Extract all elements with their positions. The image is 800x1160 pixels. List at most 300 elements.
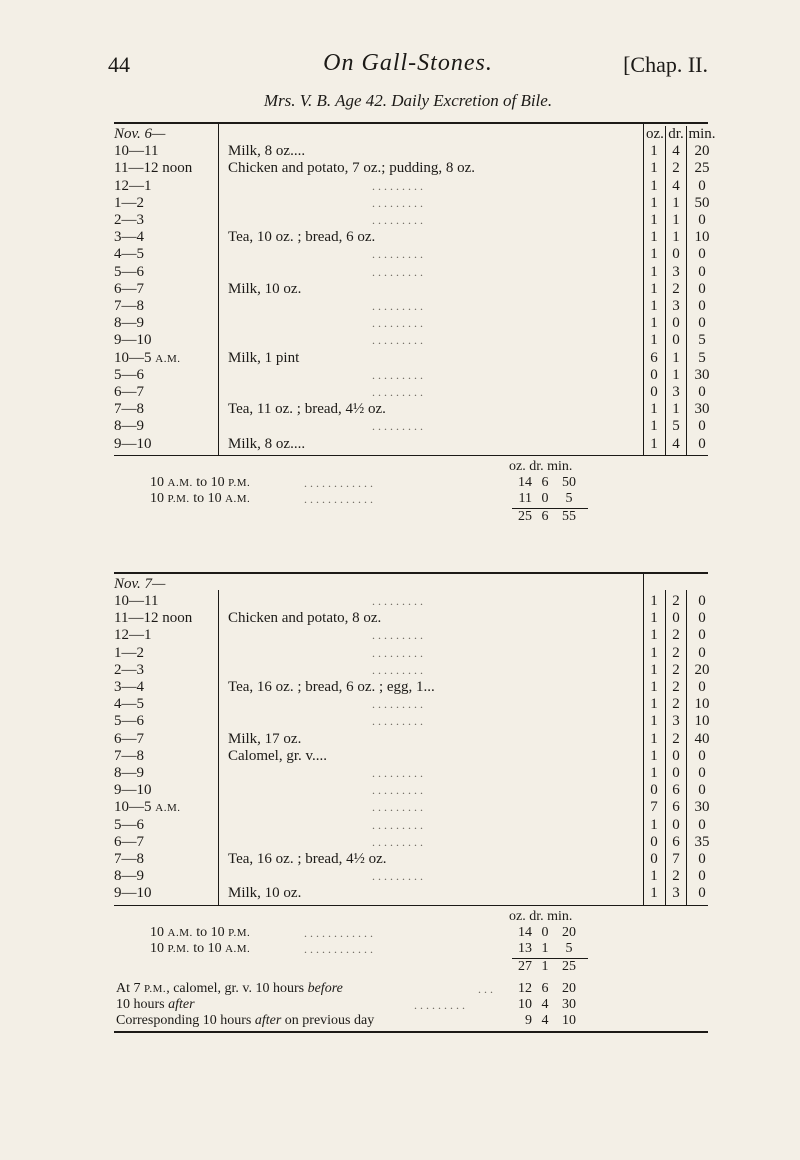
summary-period: [150, 491, 250, 507]
table-row: [114, 593, 708, 610]
total-dr: 1: [541, 958, 549, 974]
note-row: [114, 981, 708, 997]
table-row: [114, 868, 708, 885]
row-time: 10—11: [114, 143, 159, 160]
row-time: 1—2: [114, 194, 144, 211]
row-time: 6—7: [114, 730, 144, 747]
row-dr: 3: [672, 263, 680, 280]
row-intake: Calomel, gr. v....: [228, 747, 328, 764]
total-dr: 6: [541, 508, 549, 524]
table-row: [114, 662, 708, 679]
row-min: 0: [698, 246, 706, 263]
table-row: [114, 229, 708, 246]
summary-period: [150, 475, 250, 491]
row-time: 6—7: [114, 833, 144, 850]
summary-dots: . . . . . . . . . . . .: [304, 491, 373, 506]
row-oz: 1: [650, 298, 658, 314]
row-min: 30: [694, 366, 710, 383]
row-intake: Milk, 10 oz.: [228, 280, 302, 297]
row-min: 20: [694, 143, 710, 160]
row-min: 0: [698, 782, 706, 799]
summary-to: to 10: [196, 474, 225, 490]
row-intake: Milk, 1 pint: [228, 349, 300, 366]
row-dr: 2: [672, 160, 680, 177]
row-min: 10: [694, 696, 710, 713]
table-final-rule: [114, 1031, 708, 1033]
column-divider: [686, 590, 687, 905]
row-oz: 6: [650, 349, 658, 366]
row-min: 5: [698, 332, 706, 349]
row-dots: . . . . . . . . .: [372, 594, 423, 608]
row-dots: . . . . . . . . .: [372, 697, 423, 712]
note-oz: 9: [525, 1012, 532, 1028]
note-ampm: P.M.: [144, 982, 167, 995]
row-ampm: A.M.: [155, 352, 181, 365]
table-row: [114, 713, 708, 730]
row-min: 0: [698, 315, 706, 332]
row-time: 9—10: [114, 332, 152, 349]
row-min: 0: [698, 212, 706, 228]
row-time: 2—3: [114, 212, 144, 228]
row-min: 0: [698, 435, 706, 452]
total-min: 25: [562, 958, 576, 974]
row-dr: 2: [672, 696, 680, 713]
row-dr: 0: [672, 332, 680, 349]
table-caption: Mrs. V. B. Age 42. Daily Excretion of Bile.: [263, 91, 553, 110]
row-min: 0: [698, 593, 706, 609]
row-intake: Milk, 10 oz.: [228, 885, 302, 902]
table-row: [114, 627, 708, 644]
row-oz: 1: [650, 661, 658, 678]
summary-ampm-b: P.M.: [228, 476, 251, 489]
note-label: [116, 997, 195, 1013]
row-oz: 1: [650, 212, 658, 228]
summary-oz: 13: [518, 940, 532, 956]
chapter-label: [Chap. II.: [623, 52, 708, 77]
row-oz: 1: [650, 730, 658, 747]
summary-total-row: [114, 509, 708, 525]
row-dots: . . . . . . . . .: [372, 714, 423, 729]
summary-row: [114, 925, 708, 941]
row-oz: 1: [650, 765, 658, 781]
row-oz: 1: [650, 593, 658, 609]
row-dr: 1: [672, 366, 680, 383]
row-dr: 2: [672, 280, 680, 297]
table-row: [114, 367, 708, 384]
row-dr: 0: [672, 747, 680, 764]
row-time: 8—9: [114, 315, 144, 332]
row-dots: . . . . . . . . .: [372, 333, 423, 348]
column-divider: [218, 124, 219, 455]
row-dr: 6: [672, 799, 680, 816]
row-oz: 1: [650, 315, 658, 332]
row-oz: 1: [650, 644, 658, 661]
summary-oz: 14: [518, 474, 532, 490]
row-dots: . . . . . . . . .: [372, 834, 423, 849]
table-row: [114, 246, 708, 263]
row-min: 40: [694, 730, 710, 747]
row-oz: 1: [650, 435, 658, 452]
row-dr: 3: [672, 713, 680, 730]
unit-oz-header: oz.: [646, 126, 664, 142]
table-row: [114, 782, 708, 799]
row-oz: 1: [650, 246, 658, 263]
row-dr: 1: [672, 194, 680, 211]
table-bottom-rule: [114, 905, 708, 906]
row-min: 10: [694, 713, 710, 730]
row-time: 3—4: [114, 229, 144, 246]
table-row: [114, 436, 708, 453]
note-row: [114, 997, 708, 1013]
summary-to: to 10: [193, 940, 222, 956]
row-min: 0: [698, 384, 706, 400]
summary-ampm-a: A.M.: [167, 926, 193, 939]
row-oz: 1: [650, 627, 658, 644]
table-row: [114, 799, 708, 816]
row-oz: 1: [650, 679, 658, 695]
row-time: 9—10: [114, 782, 152, 799]
row-intake: Tea, 16 oz. ; bread, 4½ oz.: [228, 851, 387, 867]
row-oz: 1: [650, 610, 658, 627]
row-min: 0: [698, 418, 706, 435]
row-dots: . . . . . . . . .: [372, 662, 423, 677]
row-dots: . . . . . . . . .: [372, 645, 423, 660]
row-dr: 2: [672, 730, 680, 747]
row-dots: . . . . . . . . .: [372, 783, 423, 798]
table-row: [114, 748, 708, 765]
row-dots: . . . . . . . . .: [372, 264, 423, 279]
note-oz: 12: [518, 980, 532, 996]
summary-ampm-a: P.M.: [167, 492, 190, 505]
summary-min: 20: [562, 924, 576, 940]
note-emphasis: after: [254, 1012, 282, 1028]
row-oz: 1: [650, 868, 658, 885]
row-dots: . . . . . . . . .: [372, 817, 423, 832]
table-top-rule: [114, 572, 708, 574]
row-oz: 1: [650, 885, 658, 902]
row-intake: Tea, 10 oz. ; bread, 6 oz.: [228, 229, 376, 246]
column-divider: [665, 590, 666, 905]
row-intake: Milk, 8 oz....: [228, 435, 306, 452]
row-dr: 6: [672, 833, 680, 850]
summary-units: oz. dr. min.: [509, 908, 573, 924]
column-divider: [686, 126, 687, 455]
row-dr: 0: [672, 315, 680, 332]
row-time: 10—11: [114, 593, 159, 609]
row-time: 7—8: [114, 851, 144, 867]
summary-oz: 11: [518, 490, 532, 506]
note-prefix: At 7: [116, 980, 141, 996]
note-dots: . . .: [478, 981, 493, 996]
table-row: [114, 645, 708, 662]
row-oz: 1: [650, 696, 658, 713]
row-min: 0: [698, 868, 706, 885]
row-dots: . . . . . . . . .: [372, 766, 423, 780]
summary-units: oz. dr. min.: [509, 458, 573, 474]
row-dots: . . . . . . . . .: [372, 195, 423, 210]
row-dots: . . . . . . . . .: [372, 213, 423, 227]
row-time: 7—8: [114, 298, 144, 314]
summary-row: [114, 475, 708, 491]
table-row: [114, 696, 708, 713]
table-row: [114, 281, 708, 298]
row-dots: . . . . . . . . .: [372, 299, 423, 313]
row-dr: 2: [672, 679, 680, 695]
summary-hour-a: 10: [150, 940, 164, 956]
row-min: 5: [698, 349, 706, 366]
unit-min-header: min.: [688, 126, 716, 142]
unit-dr-header: dr.: [668, 126, 684, 142]
row-time: 6—7: [114, 280, 144, 297]
summary-header: [114, 909, 708, 925]
note-dr: 4: [541, 996, 549, 1012]
table-row: [114, 143, 708, 160]
row-dr: 4: [672, 143, 680, 160]
running-title: On Gall-Stones.: [323, 50, 493, 76]
summary-period: [150, 925, 250, 941]
column-divider: [643, 574, 644, 905]
row-min: 0: [698, 610, 706, 627]
row-dr: 0: [672, 765, 680, 781]
summary-dr: 6: [541, 474, 549, 490]
summary-period: [150, 941, 250, 957]
row-oz: 0: [650, 366, 658, 383]
table-bottom-rule: [114, 455, 708, 456]
table-top-rule: [114, 122, 708, 124]
summary-min: 5: [565, 940, 573, 956]
row-intake: Chicken and potato, 7 oz.; pudding, 8 oz.: [228, 160, 476, 177]
row-ampm: A.M.: [155, 802, 181, 815]
table-row: [114, 384, 708, 401]
note-oz: 10: [518, 996, 532, 1012]
row-dr: 2: [672, 627, 680, 644]
summary-to: to 10: [193, 490, 222, 506]
row-dr: 1: [672, 229, 680, 246]
row-dots: . . . . . . . . .: [372, 316, 423, 331]
summary-min: 50: [562, 474, 576, 490]
note-min: 10: [562, 1012, 576, 1028]
row-min: 0: [698, 177, 706, 194]
summary-dr: 0: [541, 490, 549, 506]
row-dr: 1: [672, 349, 680, 366]
row-time: 8—9: [114, 765, 144, 781]
row-oz: 1: [650, 263, 658, 280]
table-row: [114, 212, 708, 229]
row-oz: 1: [650, 418, 658, 435]
summary-total-row: [114, 959, 708, 975]
row-min: 30: [694, 799, 710, 816]
note-label: [116, 1013, 374, 1029]
row-time: 5—6: [114, 713, 144, 730]
row-intake: Milk, 8 oz....: [228, 143, 306, 160]
summary-ampm-b: A.M.: [225, 942, 251, 955]
row-intake: Tea, 11 oz. ; bread, 4½ oz.: [228, 401, 386, 418]
note-text: , calomel, gr. v. 10 hours: [166, 980, 308, 996]
summary-hour-a: 10: [150, 474, 164, 490]
row-min: 0: [698, 644, 706, 661]
row-oz: 1: [650, 280, 658, 297]
table-row: [114, 195, 708, 212]
total-oz: 27: [518, 958, 532, 974]
row-min: 0: [698, 280, 706, 297]
row-dots: . . . . . . . . .: [372, 800, 423, 815]
note-dr: 6: [541, 980, 549, 996]
row-min: 0: [698, 263, 706, 280]
row-min: 50: [694, 194, 710, 211]
row-min: 0: [698, 298, 706, 314]
table-row: [114, 851, 708, 868]
row-time: 1—2: [114, 644, 144, 661]
table-row: [114, 885, 708, 902]
table-date-row: [114, 126, 716, 143]
row-oz: 1: [650, 177, 658, 194]
row-oz: 1: [650, 194, 658, 211]
note-min: 20: [562, 980, 576, 996]
row-dr: 5: [672, 418, 680, 435]
summary-dr: 0: [541, 924, 549, 940]
row-oz: 1: [650, 816, 658, 833]
row-oz: 7: [650, 799, 658, 816]
note-dr: 4: [541, 1012, 549, 1028]
row-dots: . . . . . . . . .: [372, 869, 423, 884]
row-time: 12—1: [114, 627, 152, 644]
table-row: [114, 401, 708, 418]
row-min: 0: [698, 747, 706, 764]
row-min: 0: [698, 851, 706, 867]
total-oz: 25: [518, 508, 532, 524]
summary-row: [114, 491, 708, 507]
row-dr: 1: [672, 212, 680, 228]
row-dr: 3: [672, 885, 680, 902]
total-min: 55: [562, 508, 576, 524]
note-emphasis: before: [307, 980, 343, 996]
row-time: 5—6: [114, 366, 144, 383]
table-row: [114, 765, 708, 782]
row-dr: 3: [672, 384, 680, 400]
row-dots: . . . . . . . . .: [372, 247, 423, 262]
row-min: 25: [694, 160, 710, 177]
table-row: [114, 350, 708, 367]
row-dr: 2: [672, 593, 680, 609]
row-min: 0: [698, 816, 706, 833]
row-intake: Chicken and potato, 8 oz.: [228, 610, 382, 627]
row-time: 11—12 noon: [114, 160, 193, 177]
row-oz: 1: [650, 160, 658, 177]
row-min: 0: [698, 679, 706, 695]
row-intake: Milk, 17 oz.: [228, 730, 302, 747]
table-row: [114, 610, 708, 627]
page-header: [108, 50, 708, 80]
row-dots: . . . . . . . . .: [372, 178, 423, 193]
row-time: 6—7: [114, 384, 144, 400]
note-label: [116, 981, 343, 997]
row-time: 3—4: [114, 679, 144, 695]
table-date: Nov. 7—: [114, 576, 166, 592]
row-time: 4—5: [114, 696, 144, 713]
row-time: 2—3: [114, 661, 144, 678]
summary-row: [114, 941, 708, 957]
row-time: 12—1: [114, 177, 152, 194]
row-dr: 6: [672, 782, 680, 799]
row-dr: 4: [672, 177, 680, 194]
row-dots: . . . . . . . . .: [372, 385, 423, 399]
row-min: 30: [694, 401, 710, 418]
summary-to: to 10: [196, 924, 225, 940]
row-oz: 1: [650, 401, 658, 418]
row-dr: 1: [672, 401, 680, 418]
page-number: 44: [108, 52, 130, 77]
summary-dots: . . . . . . . . . . . .: [304, 475, 373, 490]
summary-oz: 14: [518, 924, 532, 940]
summary-ampm-b: P.M.: [228, 926, 251, 939]
row-time: 10—5 A.M.: [114, 799, 181, 816]
row-dots: . . . . . . . . .: [372, 419, 423, 434]
row-dr: 0: [672, 816, 680, 833]
table-row: [114, 315, 708, 332]
summary-dots: . . . . . . . . . . . .: [304, 925, 373, 940]
note-prefix: Corresponding 10 hours: [116, 1012, 255, 1028]
table-row: [114, 679, 708, 696]
summary-ampm-b: A.M.: [225, 492, 251, 505]
row-dr: 4: [672, 435, 680, 452]
row-min: 0: [698, 765, 706, 781]
row-dr: 3: [672, 298, 680, 314]
row-min: 0: [698, 627, 706, 644]
summary-dr: 1: [541, 940, 549, 956]
row-time: 5—6: [114, 263, 144, 280]
summary-ampm-a: P.M.: [167, 942, 190, 955]
table-date: Nov. 6—: [114, 126, 166, 142]
row-dots: . . . . . . . . .: [372, 628, 423, 643]
table-row: [114, 731, 708, 748]
table-row: [114, 418, 708, 435]
note-row: [114, 1013, 708, 1029]
table-date-row: [114, 576, 708, 593]
summary-min: 5: [565, 490, 573, 506]
row-dr: 7: [672, 851, 680, 867]
note-dots: . . . . . . . . .: [414, 997, 465, 1012]
row-time: 9—10: [114, 435, 152, 452]
row-time: 8—9: [114, 418, 144, 435]
summary-hour-a: 10: [150, 924, 164, 940]
table-row: [114, 817, 708, 834]
row-oz: 0: [650, 851, 658, 867]
row-time: 7—8: [114, 747, 144, 764]
table-row: [114, 178, 708, 195]
row-oz: 1: [650, 713, 658, 730]
row-time: 11—12 noon: [114, 610, 193, 627]
summary-hour-a: 10: [150, 490, 164, 506]
row-intake: Tea, 16 oz. ; bread, 6 oz. ; egg, 1...: [228, 679, 435, 695]
row-time: 7—8: [114, 401, 144, 418]
column-divider: [665, 126, 666, 455]
note-emphasis: after: [168, 996, 195, 1012]
note-suffix: on previous day: [281, 1012, 375, 1028]
summary-dots: . . . . . . . . . . . .: [304, 941, 373, 956]
row-oz: 0: [650, 384, 658, 400]
summary-ampm-a: A.M.: [167, 476, 193, 489]
table-row: [114, 332, 708, 349]
row-min: 0: [698, 885, 706, 902]
row-oz: 0: [650, 782, 658, 799]
row-dr: 0: [672, 246, 680, 263]
table-row: [114, 264, 708, 281]
row-time: 5—6: [114, 816, 144, 833]
row-dots: . . . . . . . . .: [372, 367, 423, 382]
row-time: 10—5 A.M.: [114, 349, 181, 366]
column-divider: [218, 590, 219, 905]
summary-header: [114, 459, 708, 475]
